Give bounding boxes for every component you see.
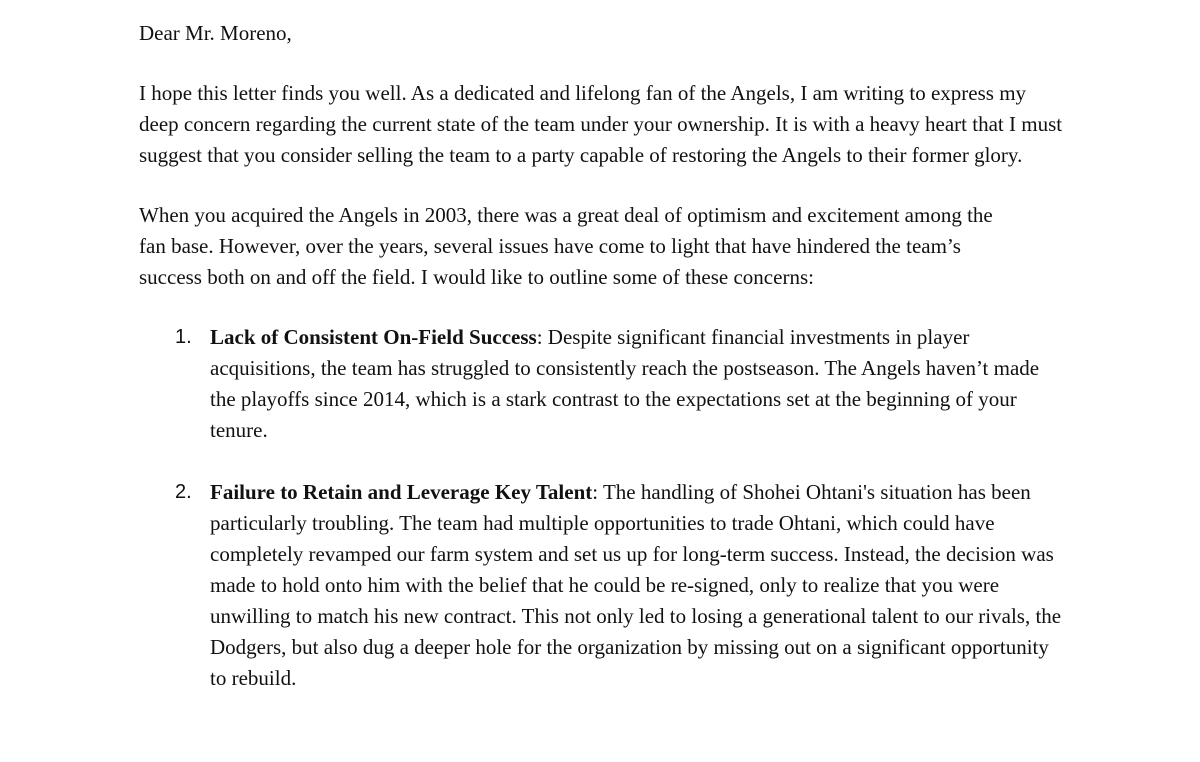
concern-item-1 [139,322,1070,446]
concern-number: 2. [175,481,192,503]
concern-text: : The handling of Shohei Ohtani's situation has been particularly troubling. The team had multiple opportunities to trade Ohtani, which could have completely revamped our farm system and set us up for long-term success. Instead, the decision was made to hold onto him with the belief that he could be re-signed, only to realize that you were unwilling to match his new contract. This not only led to losing a generational talent to our rivals, the Dodgers, but also dug a deeper hole for the organization by missing out on a significant opportunity to rebuild. [210,480,1062,690]
intro-paragraph: I hope this letter finds you well. As a dedicated and lifelong fan of the Angels, I am writing to express my deep concern regarding the current state of the team under your ownership. It is with a heavy heart that I must suggest that you consider selling the team to a party capable of restoring the Angels to their former glory. [139,81,1063,167]
concern-item-2 [139,477,1070,694]
concerns-list [139,322,1179,694]
concern-text: : Despite significant financial investments in player acquisitions, the team has struggled to consistently reach the postseason. The Angels haven’t made the playoffs since 2014, which is a stark contrast to the expectations set at the beginning of your tenure. [210,325,1040,442]
letter-body [139,0,1179,694]
concern-title: Lack of Consistent On-Field Success [210,325,537,349]
concern-title: Failure to Retain and Leverage Key Talent [210,480,593,504]
salutation: Dear Mr. Moreno, [139,21,292,45]
background-paragraph: When you acquired the Angels in 2003, there was a great deal of optimism and excitement among the fan base. However, over the years, several issues have come to light that have hindered the team’s success both on and off the field. I would like to outline some of these concerns: [139,203,993,289]
concern-number: 1. [175,326,192,348]
